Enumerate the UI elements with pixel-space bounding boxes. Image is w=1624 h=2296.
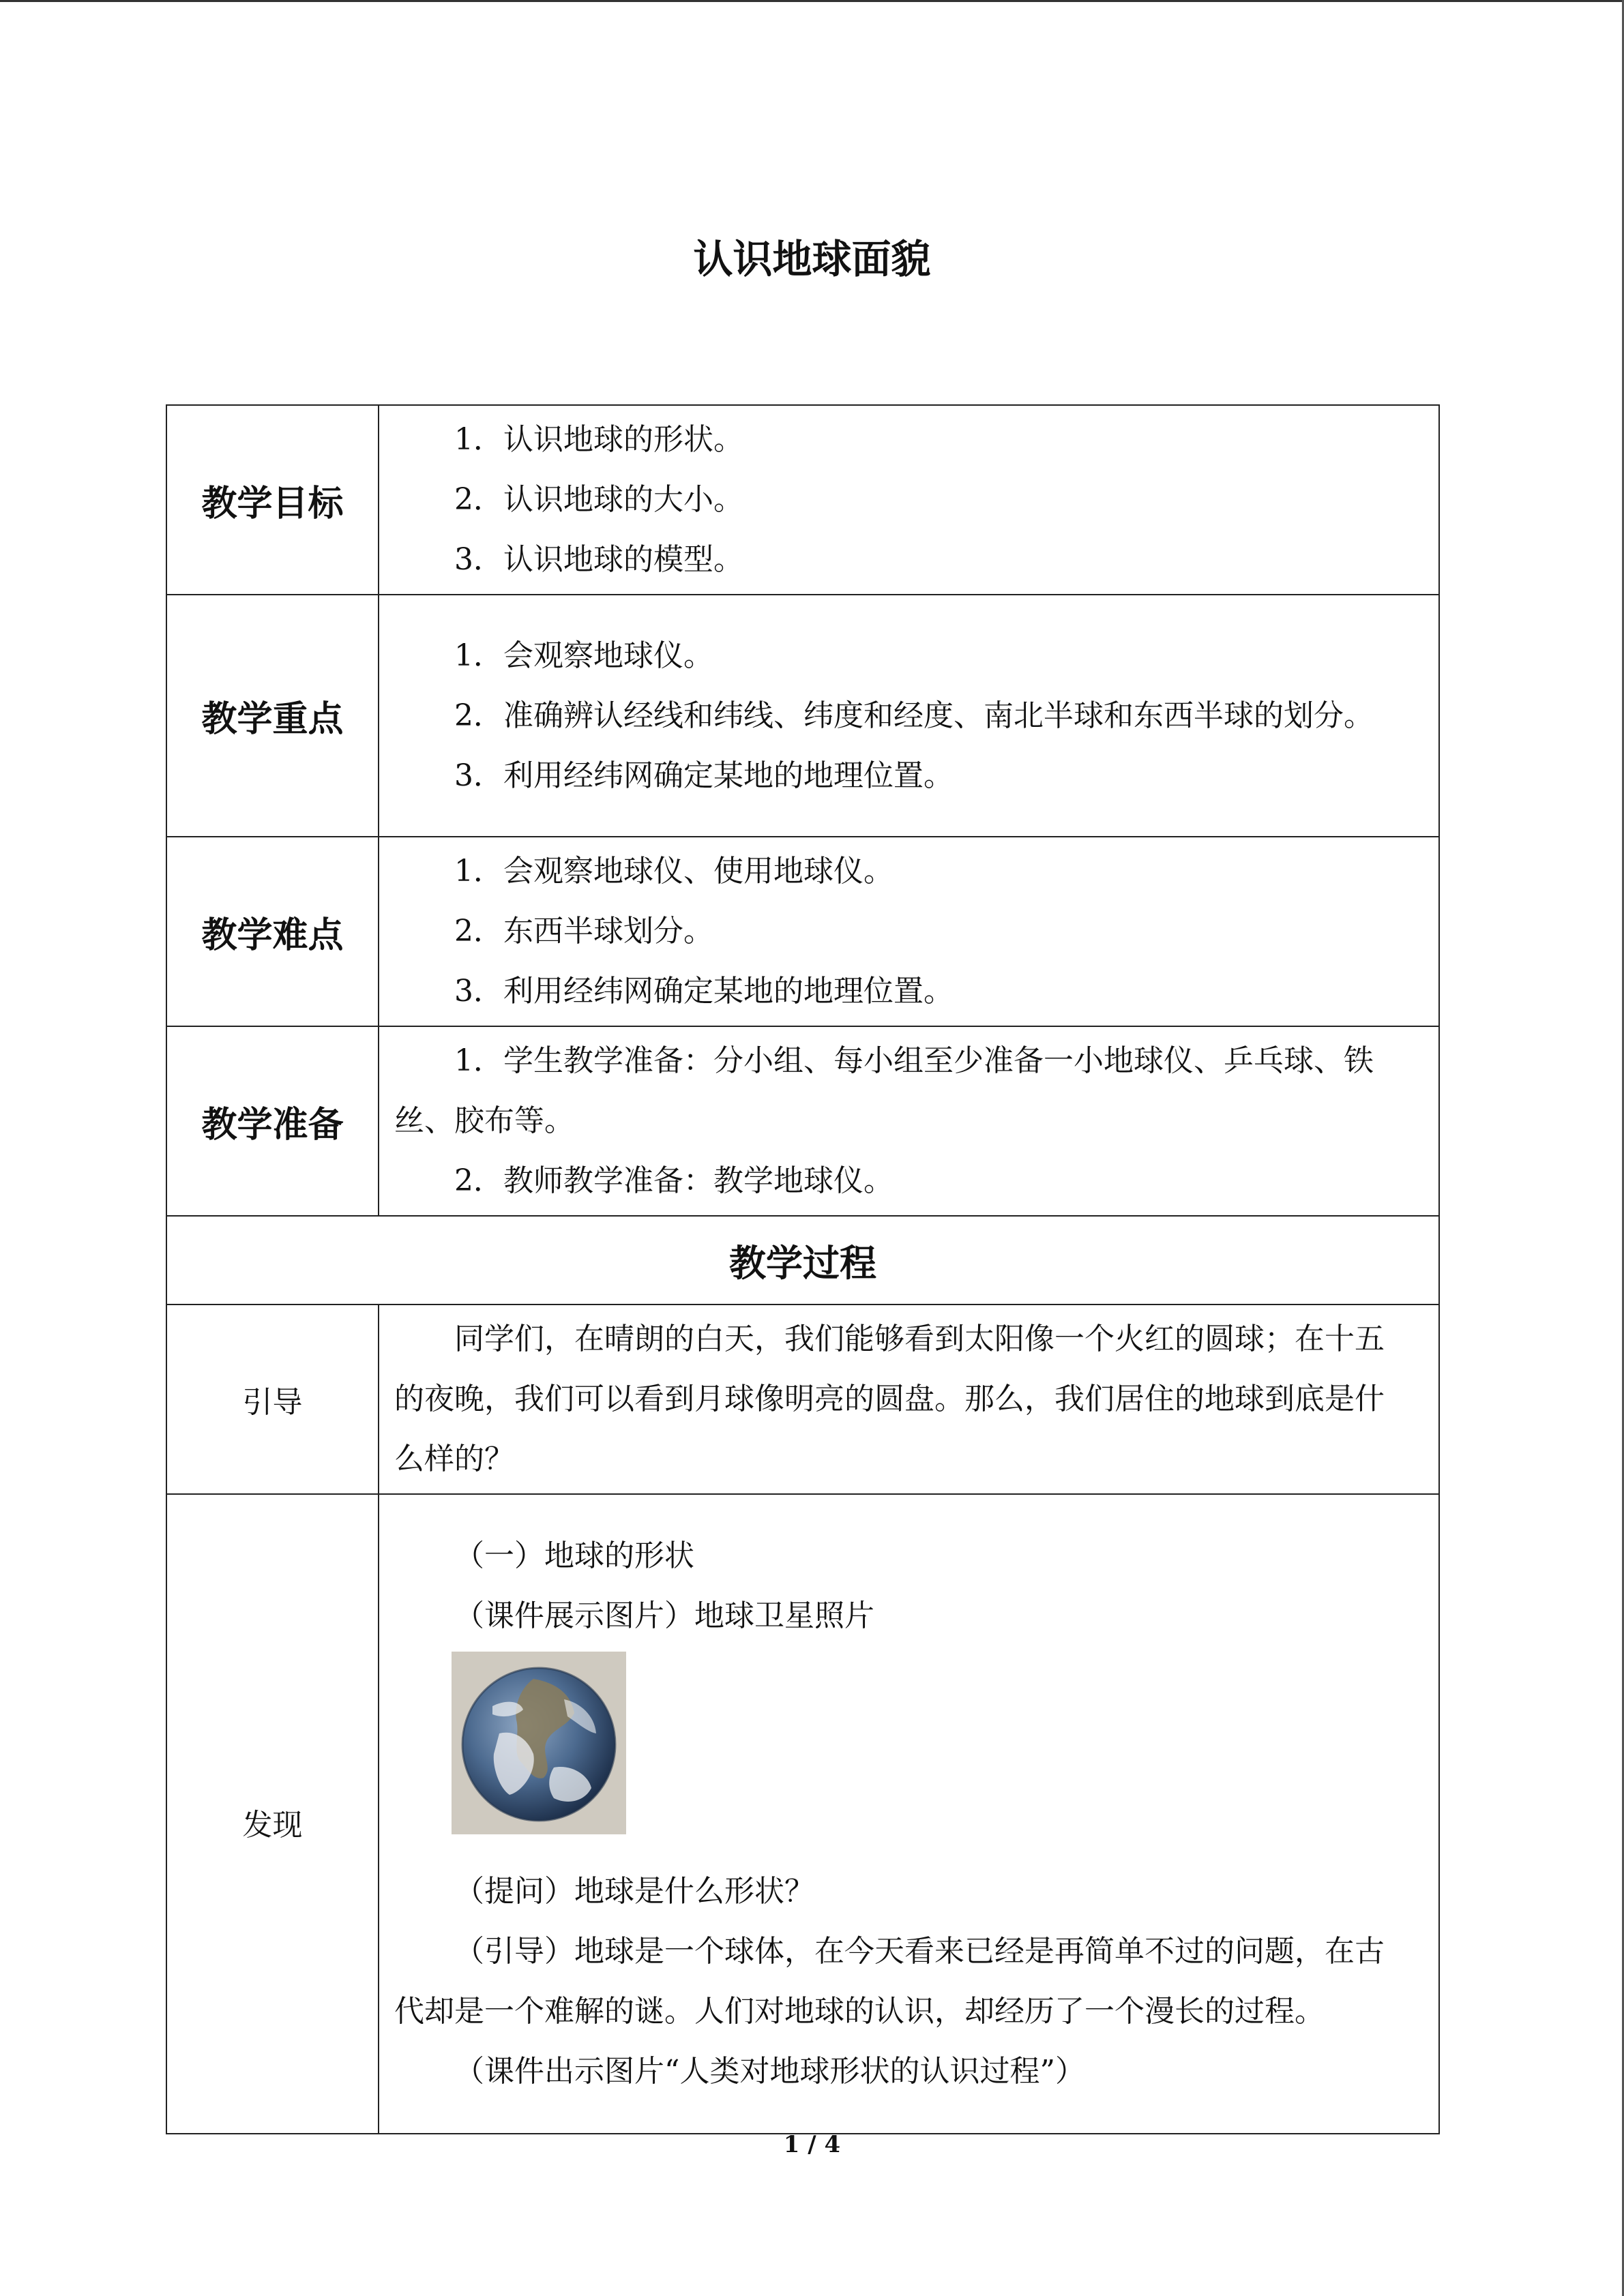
difficulties-content	[379, 837, 1439, 1026]
top-border	[0, 0, 1624, 2]
goals-row	[166, 405, 1439, 595]
discover-content	[379, 1494, 1439, 2134]
process-heading-row	[166, 1216, 1439, 1304]
intro-label: 引导	[166, 1304, 379, 1494]
goals-item: 1．认识地球的形状。	[454, 422, 743, 457]
discover-label: 发现	[242, 1808, 303, 1843]
discover-line: （引导）地球是一个球体，在今天看来已经是再简单不过的问题，在古代却是一个难解的谜。人们对地球的认识，却经历了一个漫长的过程。	[394, 1934, 1385, 2029]
difficulties-item: 1．会观察地球仪、使用地球仪。	[454, 854, 894, 889]
preparation-item: 1．学生教学准备：分小组、每小组至少准备一小地球仪、乒乓球、铁丝、胶布等。	[394, 1043, 1374, 1138]
process-heading: 教学过程	[166, 1216, 1439, 1304]
preparation-item: 2．教师教学准备：教学地球仪。	[454, 1163, 894, 1198]
key-points-item: 3．利用经纬网确定某地的地理位置。	[454, 758, 954, 793]
discover-line: （提问）地球是什么形状？	[454, 1874, 814, 1909]
intro-content	[379, 1304, 1439, 1494]
discover-label-cell	[166, 1494, 379, 2134]
lesson-plan-table	[166, 404, 1440, 2134]
intro-row	[166, 1304, 1439, 1494]
earth-satellite-photo	[452, 1652, 626, 1834]
discover-line: （课件展示图片）地球卫星照片	[454, 1598, 874, 1633]
goals-label: 教学目标	[166, 405, 379, 595]
key-points-label: 教学重点	[166, 595, 379, 837]
key-points-item: 2．准确辨认经线和纬线、纬度和经度、南北半球和东西半球的划分。	[454, 698, 1374, 733]
goals-content	[379, 405, 1439, 595]
key-points-item: 1．会观察地球仪。	[454, 638, 713, 673]
preparation-row	[166, 1026, 1439, 1216]
discover-line: （课件出示图片“人类对地球形状的认识过程”）	[454, 2054, 1085, 2089]
intro-text: 同学们，在晴朗的白天，我们能够看到太阳像一个火红的圆球；在十五的夜晚，我们可以看到月球像明亮的圆盘。那么，我们居住的地球到底是什么样的？	[394, 1322, 1385, 1476]
discover-line: （一）地球的形状	[454, 1538, 694, 1573]
page-number: 1 / 4	[783, 2131, 841, 2158]
page-title: 认识地球面貌	[693, 236, 931, 282]
preparation-content	[379, 1026, 1439, 1216]
key-points-content	[379, 595, 1439, 837]
difficulties-label: 教学难点	[166, 837, 379, 1026]
goals-item: 3．认识地球的模型。	[454, 542, 743, 577]
key-points-row	[166, 595, 1439, 837]
preparation-label: 教学准备	[166, 1026, 379, 1216]
difficulties-row	[166, 837, 1439, 1026]
difficulties-item: 2．东西半球划分。	[454, 914, 713, 949]
earth-globe-icon	[452, 1652, 626, 1834]
discover-row	[166, 1494, 1439, 2134]
difficulties-item: 3．利用经纬网确定某地的地理位置。	[454, 974, 954, 1009]
goals-item: 2．认识地球的大小。	[454, 482, 743, 517]
